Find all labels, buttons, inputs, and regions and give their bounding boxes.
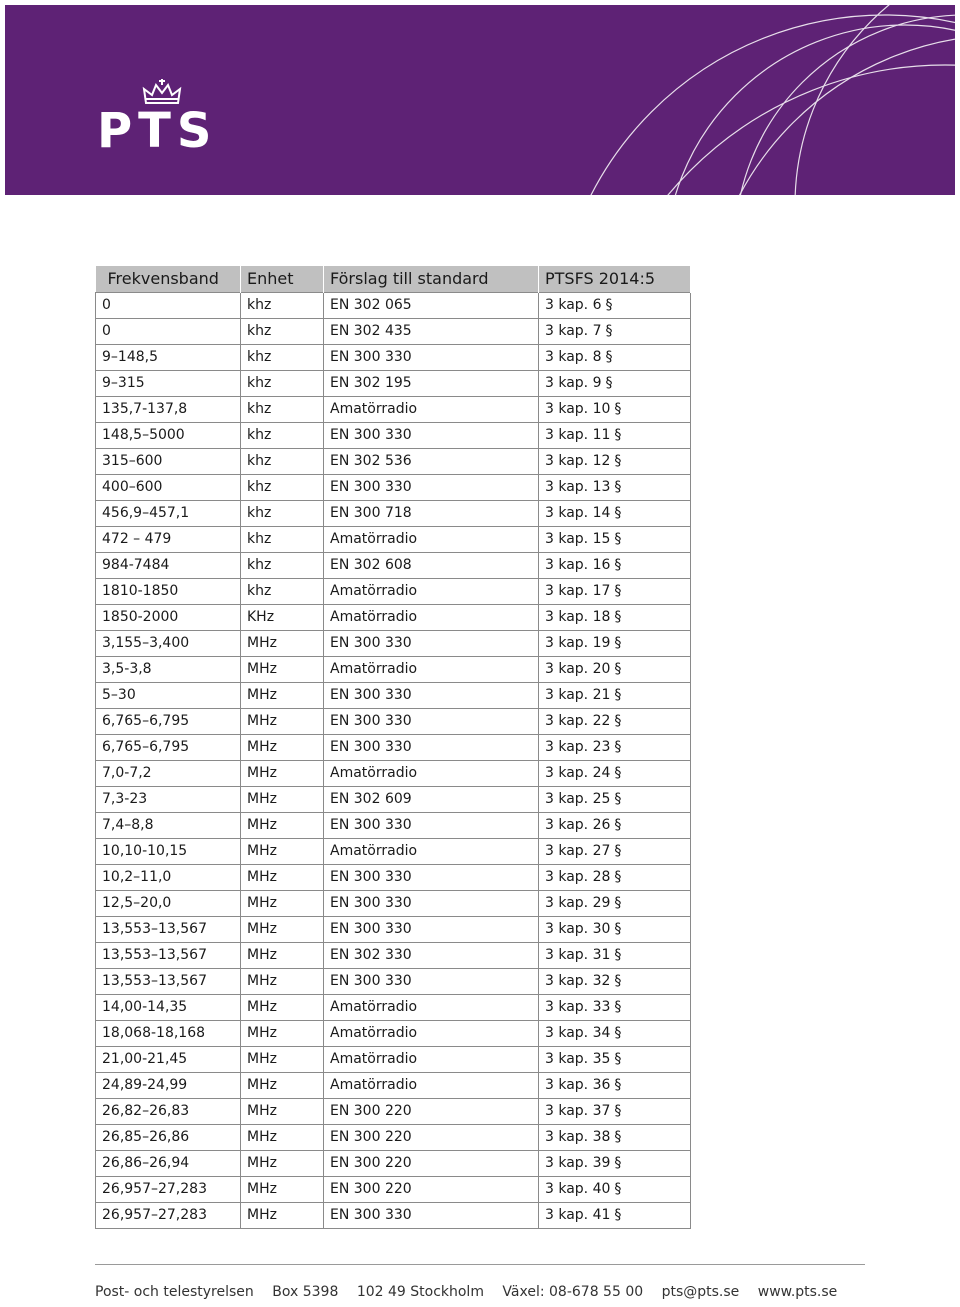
cell-frekvensband: 1810-1850 — [96, 578, 241, 604]
section-sign: § — [614, 609, 622, 625]
cell-frekvensband: 0 — [96, 318, 241, 344]
cell-enhet: MHz — [241, 734, 324, 760]
cell-enhet: khz — [241, 552, 324, 578]
footer — [95, 1284, 865, 1300]
cell-frekvensband: 13,553–13,567 — [96, 968, 241, 994]
cell-standard: EN 302 065 — [324, 292, 539, 318]
cell-ptsfs: 3 kap. 25 § — [539, 786, 691, 812]
cell-ptsfs: 3 kap. 22 § — [539, 708, 691, 734]
header-banner — [5, 5, 955, 195]
cell-frekvensband: 984-7484 — [96, 552, 241, 578]
cell-standard: Amatörradio — [324, 838, 539, 864]
table-row — [96, 630, 691, 656]
cell-standard: Amatörradio — [324, 760, 539, 786]
cell-standard: EN 302 195 — [324, 370, 539, 396]
cell-standard: EN 300 330 — [324, 682, 539, 708]
cell-frekvensband: 3,155–3,400 — [96, 630, 241, 656]
section-sign: § — [614, 635, 622, 651]
cell-enhet: MHz — [241, 1046, 324, 1072]
table-row — [96, 1124, 691, 1150]
cell-standard: Amatörradio — [324, 1046, 539, 1072]
cell-standard: Amatörradio — [324, 578, 539, 604]
cell-ptsfs: 3 kap. 18 § — [539, 604, 691, 630]
cell-standard: EN 300 330 — [324, 630, 539, 656]
cell-ptsfs: 3 kap. 9 § — [539, 370, 691, 396]
cell-ptsfs: 3 kap. 23 § — [539, 734, 691, 760]
section-sign: § — [614, 531, 622, 547]
cell-ptsfs: 3 kap. 27 § — [539, 838, 691, 864]
section-sign: § — [614, 401, 622, 417]
section-sign: § — [605, 323, 613, 339]
cell-enhet: MHz — [241, 916, 324, 942]
cell-enhet: khz — [241, 448, 324, 474]
cell-frekvensband: 7,3-23 — [96, 786, 241, 812]
section-sign: § — [614, 453, 622, 469]
cell-frekvensband: 10,2–11,0 — [96, 864, 241, 890]
table-row — [96, 500, 691, 526]
cell-ptsfs: 3 kap. 37 § — [539, 1098, 691, 1124]
cell-ptsfs: 3 kap. 31 § — [539, 942, 691, 968]
cell-standard: Amatörradio — [324, 396, 539, 422]
cell-standard: EN 300 330 — [324, 344, 539, 370]
cell-frekvensband: 135,7-137,8 — [96, 396, 241, 422]
table-row — [96, 474, 691, 500]
cell-frekvensband: 14,00-14,35 — [96, 994, 241, 1020]
section-sign: § — [614, 505, 622, 521]
table-row — [96, 1202, 691, 1228]
cell-standard: EN 300 220 — [324, 1098, 539, 1124]
footer-divider — [95, 1264, 865, 1265]
section-sign: § — [614, 1207, 622, 1223]
header-enhet: Enhet — [241, 266, 324, 292]
cell-standard: EN 300 718 — [324, 500, 539, 526]
cell-enhet: khz — [241, 474, 324, 500]
cell-enhet: khz — [241, 526, 324, 552]
cell-ptsfs: 3 kap. 36 § — [539, 1072, 691, 1098]
cell-enhet: MHz — [241, 968, 324, 994]
table-row — [96, 318, 691, 344]
cell-standard: EN 300 330 — [324, 916, 539, 942]
cell-frekvensband: 24,89-24,99 — [96, 1072, 241, 1098]
section-sign: § — [605, 297, 613, 313]
cell-frekvensband: 18,068-18,168 — [96, 1020, 241, 1046]
cell-standard: EN 302 536 — [324, 448, 539, 474]
logo-text: PTS — [97, 103, 218, 159]
cell-enhet: MHz — [241, 838, 324, 864]
cell-enhet: MHz — [241, 812, 324, 838]
cell-frekvensband: 5–30 — [96, 682, 241, 708]
table-row — [96, 656, 691, 682]
section-sign: § — [614, 843, 622, 859]
cell-standard: EN 300 220 — [324, 1150, 539, 1176]
section-sign: § — [614, 817, 622, 833]
cell-frekvensband: 9–148,5 — [96, 344, 241, 370]
footer-web[interactable]: www.pts.se — [757, 1284, 838, 1300]
cell-frekvensband: 3,5-3,8 — [96, 656, 241, 682]
cell-enhet: khz — [241, 370, 324, 396]
footer-phone: Växel: 08-678 55 00 — [502, 1284, 644, 1300]
cell-enhet: khz — [241, 578, 324, 604]
cell-ptsfs: 3 kap. 14 § — [539, 500, 691, 526]
header-standard: Förslag till standard — [324, 266, 539, 292]
table-row — [96, 1046, 691, 1072]
cell-standard: EN 300 330 — [324, 422, 539, 448]
cell-ptsfs: 3 kap. 21 § — [539, 682, 691, 708]
cell-ptsfs: 3 kap. 17 § — [539, 578, 691, 604]
cell-enhet: MHz — [241, 760, 324, 786]
cell-enhet: MHz — [241, 786, 324, 812]
table-row — [96, 604, 691, 630]
cell-standard: Amatörradio — [324, 656, 539, 682]
cell-enhet: MHz — [241, 864, 324, 890]
table-row — [96, 760, 691, 786]
cell-ptsfs: 3 kap. 29 § — [539, 890, 691, 916]
cell-ptsfs: 3 kap. 39 § — [539, 1150, 691, 1176]
section-sign: § — [614, 661, 622, 677]
table-row — [96, 552, 691, 578]
cell-ptsfs: 3 kap. 40 § — [539, 1176, 691, 1202]
table-row — [96, 422, 691, 448]
cell-frekvensband: 26,957–27,283 — [96, 1176, 241, 1202]
cell-frekvensband: 400–600 — [96, 474, 241, 500]
footer-city: 102 49 Stockholm — [356, 1284, 484, 1300]
cell-enhet: MHz — [241, 656, 324, 682]
cell-frekvensband: 6,765–6,795 — [96, 734, 241, 760]
section-sign: § — [614, 1155, 622, 1171]
table-row — [96, 396, 691, 422]
cell-standard: Amatörradio — [324, 526, 539, 552]
cell-enhet: khz — [241, 422, 324, 448]
table-row — [96, 526, 691, 552]
section-sign: § — [614, 869, 622, 885]
cell-standard: Amatörradio — [324, 604, 539, 630]
cell-ptsfs: 3 kap. 38 § — [539, 1124, 691, 1150]
cell-enhet: MHz — [241, 1020, 324, 1046]
footer-email[interactable]: pts@pts.se — [661, 1284, 740, 1300]
cell-ptsfs: 3 kap. 30 § — [539, 916, 691, 942]
cell-standard: EN 300 330 — [324, 812, 539, 838]
cell-ptsfs: 3 kap. 26 § — [539, 812, 691, 838]
table-row — [96, 344, 691, 370]
cell-enhet: MHz — [241, 708, 324, 734]
table-row — [96, 1176, 691, 1202]
cell-ptsfs: 3 kap. 7 § — [539, 318, 691, 344]
header-frekvensband: Frekvensband — [96, 266, 241, 292]
cell-standard: Amatörradio — [324, 1072, 539, 1098]
cell-frekvensband: 13,553–13,567 — [96, 942, 241, 968]
cell-enhet: khz — [241, 292, 324, 318]
cell-standard: Amatörradio — [324, 994, 539, 1020]
section-sign: § — [614, 973, 622, 989]
table-row — [96, 1072, 691, 1098]
section-sign: § — [614, 479, 622, 495]
cell-ptsfs: 3 kap. 19 § — [539, 630, 691, 656]
cell-standard: EN 302 435 — [324, 318, 539, 344]
section-sign: § — [614, 1025, 622, 1041]
cell-frekvensband: 26,957–27,283 — [96, 1202, 241, 1228]
cell-standard: EN 300 330 — [324, 968, 539, 994]
cell-ptsfs: 3 kap. 15 § — [539, 526, 691, 552]
section-sign: § — [605, 349, 613, 365]
cell-standard: EN 300 330 — [324, 708, 539, 734]
table-row — [96, 890, 691, 916]
cell-standard: EN 302 608 — [324, 552, 539, 578]
section-sign: § — [614, 895, 622, 911]
cell-frekvensband: 7,4–8,8 — [96, 812, 241, 838]
cell-enhet: MHz — [241, 682, 324, 708]
cell-enhet: MHz — [241, 1176, 324, 1202]
table-row — [96, 682, 691, 708]
cell-enhet: MHz — [241, 890, 324, 916]
cell-standard: EN 302 330 — [324, 942, 539, 968]
cell-ptsfs: 3 kap. 11 § — [539, 422, 691, 448]
cell-frekvensband: 9–315 — [96, 370, 241, 396]
cell-enhet: MHz — [241, 630, 324, 656]
section-sign: § — [614, 739, 622, 755]
cell-enhet: MHz — [241, 1098, 324, 1124]
cell-frekvensband: 26,82–26,83 — [96, 1098, 241, 1124]
pts-logo — [97, 77, 237, 159]
table-row — [96, 292, 691, 318]
table-body — [96, 292, 691, 1228]
cell-enhet: MHz — [241, 1202, 324, 1228]
section-sign: § — [614, 791, 622, 807]
table-row — [96, 1098, 691, 1124]
table-row — [96, 838, 691, 864]
cell-ptsfs: 3 kap. 13 § — [539, 474, 691, 500]
cell-enhet: MHz — [241, 1124, 324, 1150]
table-row — [96, 734, 691, 760]
section-sign: § — [614, 1051, 622, 1067]
table-header-row — [96, 266, 691, 292]
cell-ptsfs: 3 kap. 10 § — [539, 396, 691, 422]
cell-enhet: MHz — [241, 942, 324, 968]
section-sign: § — [614, 713, 622, 729]
cell-ptsfs: 3 kap. 12 § — [539, 448, 691, 474]
cell-enhet: MHz — [241, 1150, 324, 1176]
table-row — [96, 864, 691, 890]
cell-standard: EN 300 330 — [324, 890, 539, 916]
header-ptsfs: PTSFS 2014:5 — [539, 266, 691, 292]
cell-frekvensband: 1850-2000 — [96, 604, 241, 630]
section-sign: § — [614, 1129, 622, 1145]
cell-enhet: KHz — [241, 604, 324, 630]
cell-frekvensband: 456,9–457,1 — [96, 500, 241, 526]
table-row — [96, 994, 691, 1020]
cell-ptsfs: 3 kap. 24 § — [539, 760, 691, 786]
section-sign: § — [614, 947, 622, 963]
cell-standard: EN 300 220 — [324, 1124, 539, 1150]
table-row — [96, 1150, 691, 1176]
cell-enhet: MHz — [241, 1072, 324, 1098]
cell-frekvensband: 315–600 — [96, 448, 241, 474]
cell-ptsfs: 3 kap. 41 § — [539, 1202, 691, 1228]
table-row — [96, 968, 691, 994]
cell-ptsfs: 3 kap. 34 § — [539, 1020, 691, 1046]
cell-standard: EN 300 330 — [324, 474, 539, 500]
cell-frekvensband: 6,765–6,795 — [96, 708, 241, 734]
table-row — [96, 448, 691, 474]
cell-enhet: khz — [241, 500, 324, 526]
table-row — [96, 916, 691, 942]
section-sign: § — [605, 375, 613, 391]
cell-enhet: MHz — [241, 994, 324, 1020]
section-sign: § — [614, 999, 622, 1015]
section-sign: § — [614, 427, 622, 443]
frequency-table — [95, 266, 691, 1229]
cell-enhet: khz — [241, 318, 324, 344]
cell-standard: EN 300 220 — [324, 1176, 539, 1202]
section-sign: § — [614, 1181, 622, 1197]
section-sign: § — [614, 557, 622, 573]
cell-frekvensband: 472 – 479 — [96, 526, 241, 552]
cell-frekvensband: 13,553–13,567 — [96, 916, 241, 942]
section-sign: § — [614, 921, 622, 937]
cell-standard: Amatörradio — [324, 1020, 539, 1046]
section-sign: § — [614, 1077, 622, 1093]
cell-standard: EN 300 330 — [324, 864, 539, 890]
table-row — [96, 942, 691, 968]
cell-frekvensband: 148,5–5000 — [96, 422, 241, 448]
cell-ptsfs: 3 kap. 8 § — [539, 344, 691, 370]
cell-frekvensband: 26,86–26,94 — [96, 1150, 241, 1176]
table-row — [96, 812, 691, 838]
table-row — [96, 786, 691, 812]
cell-ptsfs: 3 kap. 16 § — [539, 552, 691, 578]
cell-frekvensband: 21,00-21,45 — [96, 1046, 241, 1072]
cell-ptsfs: 3 kap. 20 § — [539, 656, 691, 682]
table-row — [96, 370, 691, 396]
footer-org: Post- och telestyrelsen — [95, 1284, 254, 1300]
cell-ptsfs: 3 kap. 33 § — [539, 994, 691, 1020]
table-row — [96, 708, 691, 734]
cell-standard: EN 300 330 — [324, 1202, 539, 1228]
section-sign: § — [614, 765, 622, 781]
section-sign: § — [614, 1103, 622, 1119]
footer-box: Box 5398 — [272, 1284, 339, 1300]
cell-ptsfs: 3 kap. 35 § — [539, 1046, 691, 1072]
cell-frekvensband: 10,10-10,15 — [96, 838, 241, 864]
table-row — [96, 578, 691, 604]
cell-frekvensband: 7,0-7,2 — [96, 760, 241, 786]
cell-frekvensband: 12,5–20,0 — [96, 890, 241, 916]
cell-ptsfs: 3 kap. 32 § — [539, 968, 691, 994]
cell-standard: EN 302 609 — [324, 786, 539, 812]
cell-frekvensband: 26,85–26,86 — [96, 1124, 241, 1150]
cell-ptsfs: 3 kap. 28 § — [539, 864, 691, 890]
cell-enhet: khz — [241, 396, 324, 422]
table-row — [96, 1020, 691, 1046]
section-sign: § — [614, 687, 622, 703]
cell-frekvensband: 0 — [96, 292, 241, 318]
section-sign: § — [614, 583, 622, 599]
cell-ptsfs: 3 kap. 6 § — [539, 292, 691, 318]
cell-standard: EN 300 330 — [324, 734, 539, 760]
cell-enhet: khz — [241, 344, 324, 370]
